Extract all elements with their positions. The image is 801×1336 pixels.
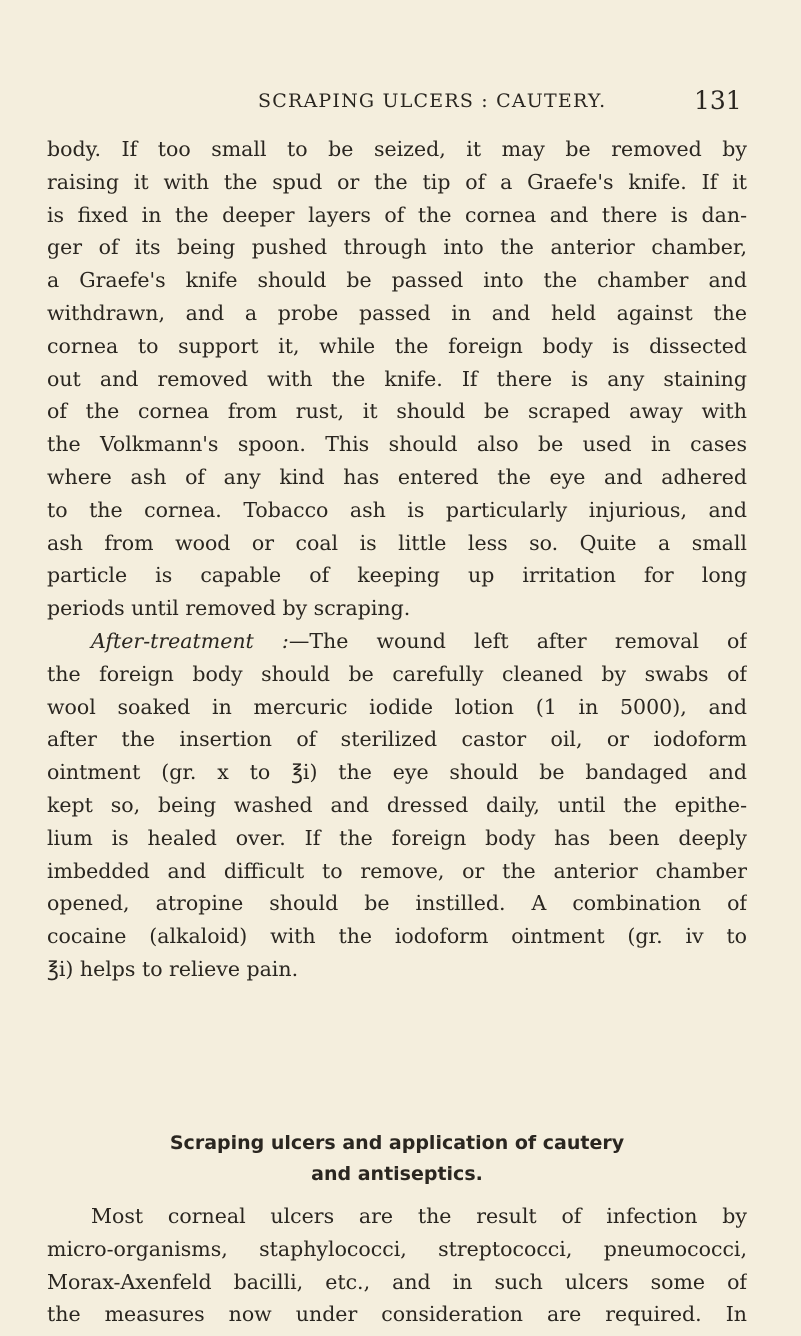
text-line: ash from wood or coal is little less so. Quite a small	[47, 530, 747, 555]
text-line: ointment (gr. x to ℥i) the eye should be bandaged and	[47, 760, 747, 785]
text-line: periods until removed by scraping.	[47, 596, 411, 621]
text-line: raising it with the spud or the tip of a Graefe's knife. If it	[47, 169, 747, 194]
paragraph-after-treatment	[47, 625, 747, 986]
text-line: after the insertion of sterilized castor oil, or iodoform	[47, 727, 747, 752]
section-heading	[47, 1128, 747, 1190]
section-heading-line: and antiseptics.	[311, 1163, 483, 1185]
text-line: kept so, being washed and dressed daily, until the epithe-	[47, 792, 747, 817]
text-line: particle is capable of keeping up irritation for long	[47, 563, 747, 588]
text-line: the Volkmann's spoon. This should also be used in cases	[47, 432, 747, 457]
running-head	[0, 86, 801, 116]
text-line: is fixed in the deeper layers of the cornea and there is dan-	[47, 202, 747, 227]
text-line: to the cornea. Tobacco ash is particularly injurious, and	[47, 497, 747, 522]
text-line: ℥i) helps to relieve pain.	[47, 956, 299, 981]
text-line: out and removed with the knife. If there is any staining	[47, 366, 747, 391]
text-line-lead	[47, 625, 747, 658]
section-heading-line: Scraping ulcers and application of cautery	[169, 1132, 625, 1154]
text-line: imbedded and difficult to remove, or the anterior chamber	[47, 858, 747, 883]
section-body	[47, 1200, 747, 1331]
text-line: a Graefe's knife should be passed into the chamber and	[47, 268, 747, 293]
text-line: cocaine (alkaloid) with the iodoform ointment (gr. iv to	[47, 924, 747, 949]
paragraph-foreign-body-removal	[47, 133, 747, 625]
text-line: micro-organisms, staphylococci, streptococci, pneumococci,	[47, 1236, 747, 1261]
lead-text: —The wound left after removal of	[288, 628, 747, 653]
text-line: the foreign body should be carefully cleaned by swabs of	[47, 661, 747, 686]
text-line: wool soaked in mercuric iodide lotion (1 in 5000), and	[47, 694, 747, 719]
text-line: of the cornea from rust, it should be scraped away with	[47, 399, 747, 424]
text-line: lium is healed over. If the foreign body has been deeply	[47, 825, 747, 850]
running-title: SCRAPING ULCERS : CAUTERY.	[258, 90, 607, 112]
page-number: 131	[694, 86, 742, 115]
text-line: ger of its being pushed through into the anterior chamber,	[47, 235, 747, 260]
text-line: the measures now under consideration are required. In	[47, 1302, 747, 1327]
text-line: where ash of any kind has entered the eye and adhered	[47, 464, 747, 489]
text-line: body. If too small to be seized, it may be removed by	[47, 137, 747, 161]
text-line: Morax-Axenfeld bacilli, etc., and in such ulcers some of	[47, 1269, 747, 1294]
text-line: withdrawn, and a probe passed in and held against the	[47, 300, 747, 325]
text-line: opened, atropine should be instilled. A combination of	[47, 891, 747, 916]
after-treatment-label: After-treatment :	[91, 628, 289, 653]
text-line: Most corneal ulcers are the result of infection by	[91, 1204, 747, 1228]
body-text	[47, 133, 747, 986]
text-line: cornea to support it, while the foreign body is dissected	[47, 333, 747, 358]
